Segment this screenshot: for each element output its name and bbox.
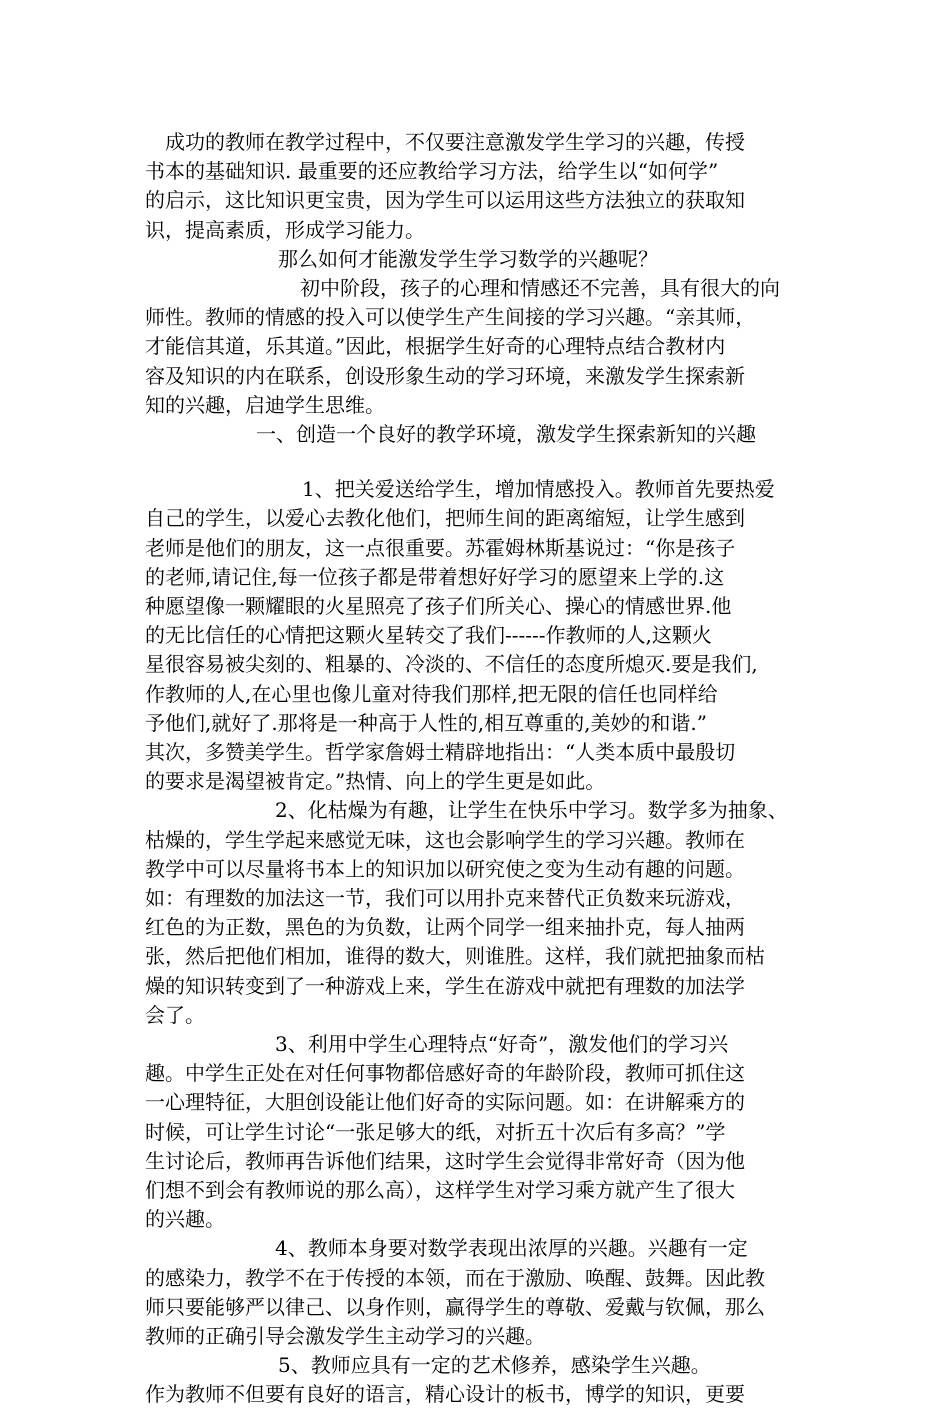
text-line: 书本的基础知识. 最重要的还应教给学习方法，给学生以“如何学” (145, 159, 719, 183)
text-line: 老师是他们的朋友，这一点很重要。苏霍姆林斯基说过：“你是孩子 (145, 536, 736, 560)
text-line: 种愿望像一颗耀眼的火星照亮了孩子们所关心、操心的情感世界.他 (145, 594, 732, 618)
text-line: 才能信其道，乐其道。”因此，根据学生好奇的心理特点结合教材内 (145, 334, 726, 358)
text-line: 的无比信任的心情把这颗火星转交了我们------作教师的人,这颗火 (145, 623, 712, 647)
text-line: 如：有理数的加法这一节，我们可以用扑克来替代正负数来玩游戏， (145, 886, 745, 910)
text-line: 一心理特征，大胆创设能让他们好奇的实际问题。如：在讲解乘方的 (145, 1090, 745, 1114)
section-question: 那么如何才能激发学生学习数学的兴趣呢？ (278, 247, 658, 271)
text-line: 的兴趣。 (145, 1207, 225, 1231)
text-line: 知的兴趣，启迪学生思维。 (145, 393, 385, 417)
text-line: 时候，可让学生讨论“一张足够大的纸，对折五十次后有多高？”学 (145, 1120, 726, 1144)
text-line: 4、教师本身要对数学表现出浓厚的兴趣。兴趣有一定 (275, 1236, 748, 1260)
text-line: 其次，多赞美学生。哲学家詹姆士精辟地指出：“人类本质中最殷切 (145, 740, 736, 764)
text-line: 师性。教师的情感的投入可以使学生产生间接的学习兴趣。“亲其师， (145, 305, 756, 329)
text-line: 初中阶段，孩子的心理和情感还不完善，具有很大的向 (300, 276, 780, 300)
text-line: 师只要能够严以律己、以身作则，赢得学生的尊敬、爱戴与钦佩，那么 (145, 1295, 765, 1319)
text-line: 趣。中学生正处在对任何事物都倍感好奇的年龄阶段，教师可抓住这 (145, 1061, 745, 1085)
text-line: 枯燥的，学生学起来感觉无味，这也会影响学生的学习兴趣。教师在 (145, 828, 745, 852)
text-line: 1、把关爱送给学生，增加情感投入。教师首先要热爱 (302, 477, 775, 501)
text-line: 予他们,就好了.那将是一种高于人性的,相互尊重的,美妙的和谐.” (145, 711, 708, 735)
text-line: 生讨论后，教师再告诉他们结果，这时学生会觉得非常好奇（因为他 (145, 1149, 745, 1173)
text-line: 的要求是渴望被肯定。”热情、向上的学生更是如此。 (145, 769, 606, 793)
text-line: 的老师,请记住,每一位孩子都是带着想好好学习的愿望来上学的.这 (145, 565, 725, 589)
text-line: 教师的正确引导会激发学生主动学习的兴趣。 (145, 1324, 545, 1348)
text-line: 们想不到会有教师说的那么高），这样学生对学习乘方就产生了很大 (145, 1178, 735, 1202)
text-line: 3、利用中学生心理特点“好奇”，激发他们的学习兴 (275, 1032, 729, 1056)
text-line: 红色的为正数，黑色的为负数，让两个同学一组来抽扑克，每人抽两 (145, 915, 745, 939)
text-line: 自己的学生，以爱心去教化他们，把师生间的距离缩短，让学生感到 (145, 506, 745, 530)
section-heading: 一、创造一个良好的教学环境，激发学生探索新知的兴趣 (256, 422, 756, 446)
text-line: 的启示，这比知识更宝贵，因为学生可以运用这些方法独立的获取知 (145, 188, 745, 212)
text-line: 2、化枯燥为有趣，让学生在快乐中学习。数学多为抽象、 (275, 798, 788, 822)
text-line: 容及知识的内在联系，创设形象生动的学习环境，来激发学生探索新 (145, 364, 745, 388)
text-line: 燥的知识转变到了一种游戏上来，学生在游戏中就把有理数的加法学 (145, 974, 745, 998)
text-line: 教学中可以尽量将书本上的知识加以研究使之变为生动有趣的问题。 (145, 857, 745, 881)
text-line: 成功的教师在教学过程中，不仅要注意激发学生学习的兴趣，传授 (165, 130, 745, 154)
text-line: 的感染力，教学不在于传授的本领，而在于激励、唤醒、鼓舞。因此教 (145, 1266, 765, 1290)
text-line: 会了。 (145, 1003, 205, 1027)
text-line: 作为教师不但要有良好的语言，精心设计的板书，博学的知识，更要 (145, 1382, 745, 1406)
text-line: 5、教师应具有一定的艺术修养，感染学生兴趣。 (278, 1353, 711, 1377)
text-line: 张，然后把他们相加，谁得的数大，则谁胜。这样，我们就把抽象而枯 (145, 944, 765, 968)
text-line: 星很容易被尖刻的、粗暴的、冷淡的、不信任的态度所熄灭.要是我们, (145, 652, 758, 676)
text-line: 作教师的人,在心里也像儿童对待我们那样,把无限的信任也同样给 (145, 682, 718, 706)
text-line: 识，提高素质，形成学习能力。 (145, 218, 425, 242)
